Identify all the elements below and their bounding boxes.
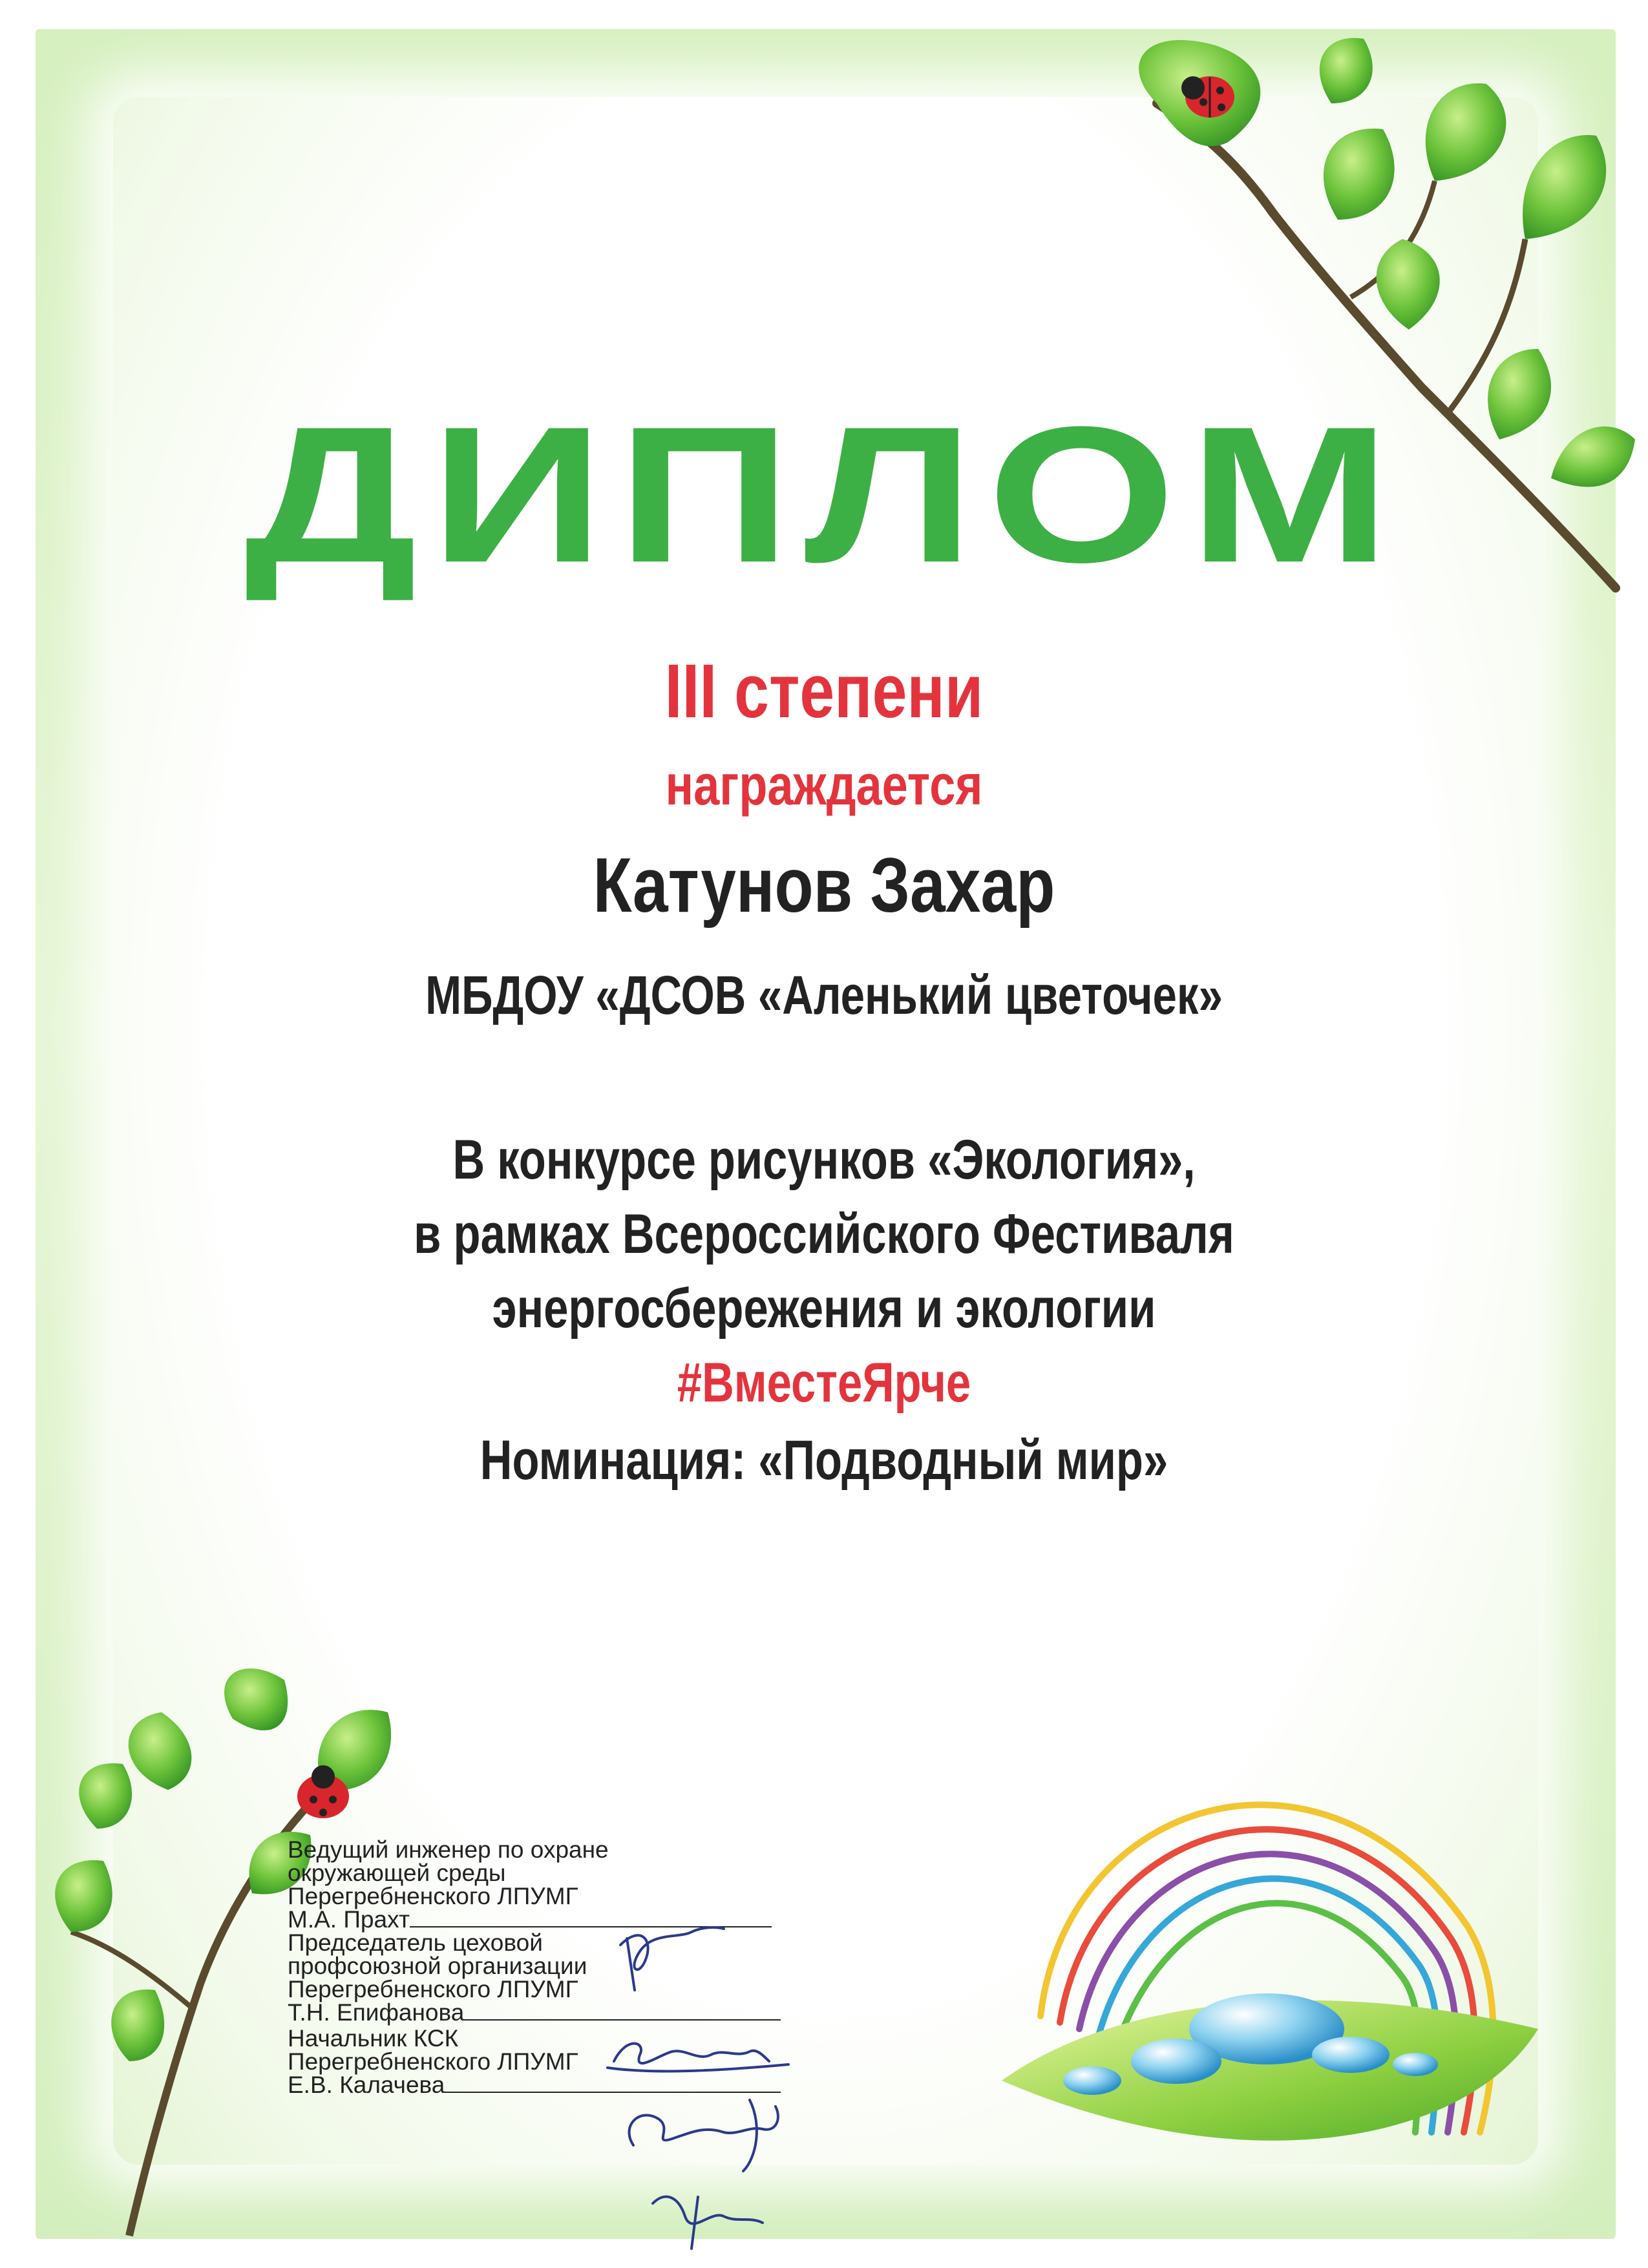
- signatory-2-role-line: профсоюзной организации: [288, 1953, 587, 1979]
- signatory-1-role-line: Перегребненского ЛПУМГ: [288, 1883, 578, 1909]
- signatory-2-name: Т.Н. Епифанова: [288, 1999, 465, 2026]
- signatory-1-role-line: окружающей среды: [288, 1860, 506, 1886]
- diploma-degree: III степени: [664, 649, 984, 734]
- signatory-1-role-line: Ведущий инженер по охране: [288, 1836, 609, 1863]
- festival-hashtag: #ВместеЯрче: [677, 1352, 971, 1414]
- signatory-2-role-line: Председатель цеховой: [288, 1929, 543, 1956]
- rainbow-leaf-decoration: [963, 1693, 1545, 2184]
- signatory-1-name: М.А. Прахт: [288, 1906, 410, 1933]
- nomination-line: Номинация: «Подводный мир»: [480, 1429, 1168, 1491]
- recipient-organization: МБДОУ «ДСОВ «Аленький цветочек»: [425, 965, 1223, 1025]
- handwritten-signatures: [601, 1913, 834, 2262]
- festival-line: в рамках Всероссийского Фестиваля: [414, 1203, 1234, 1265]
- awarded-label: награждается: [665, 753, 983, 817]
- contest-line: В конкурсе рисунков «Экология»,: [452, 1129, 1196, 1191]
- recipient-name: Катунов Захар: [593, 842, 1055, 929]
- signatory-2-role-line: Перегребненского ЛПУМГ: [288, 1976, 578, 2002]
- signatory-3-role-line: Начальник КСК: [288, 2025, 459, 2052]
- signatory-3-name: Е.В. Калачева: [288, 2072, 445, 2098]
- festival-topic-line: энергосбережения и экологии: [492, 1277, 1156, 1339]
- signatory-3-role-line: Перегребненского ЛПУМГ: [288, 2048, 578, 2075]
- diploma-title: ДИПЛОМ: [244, 386, 1404, 603]
